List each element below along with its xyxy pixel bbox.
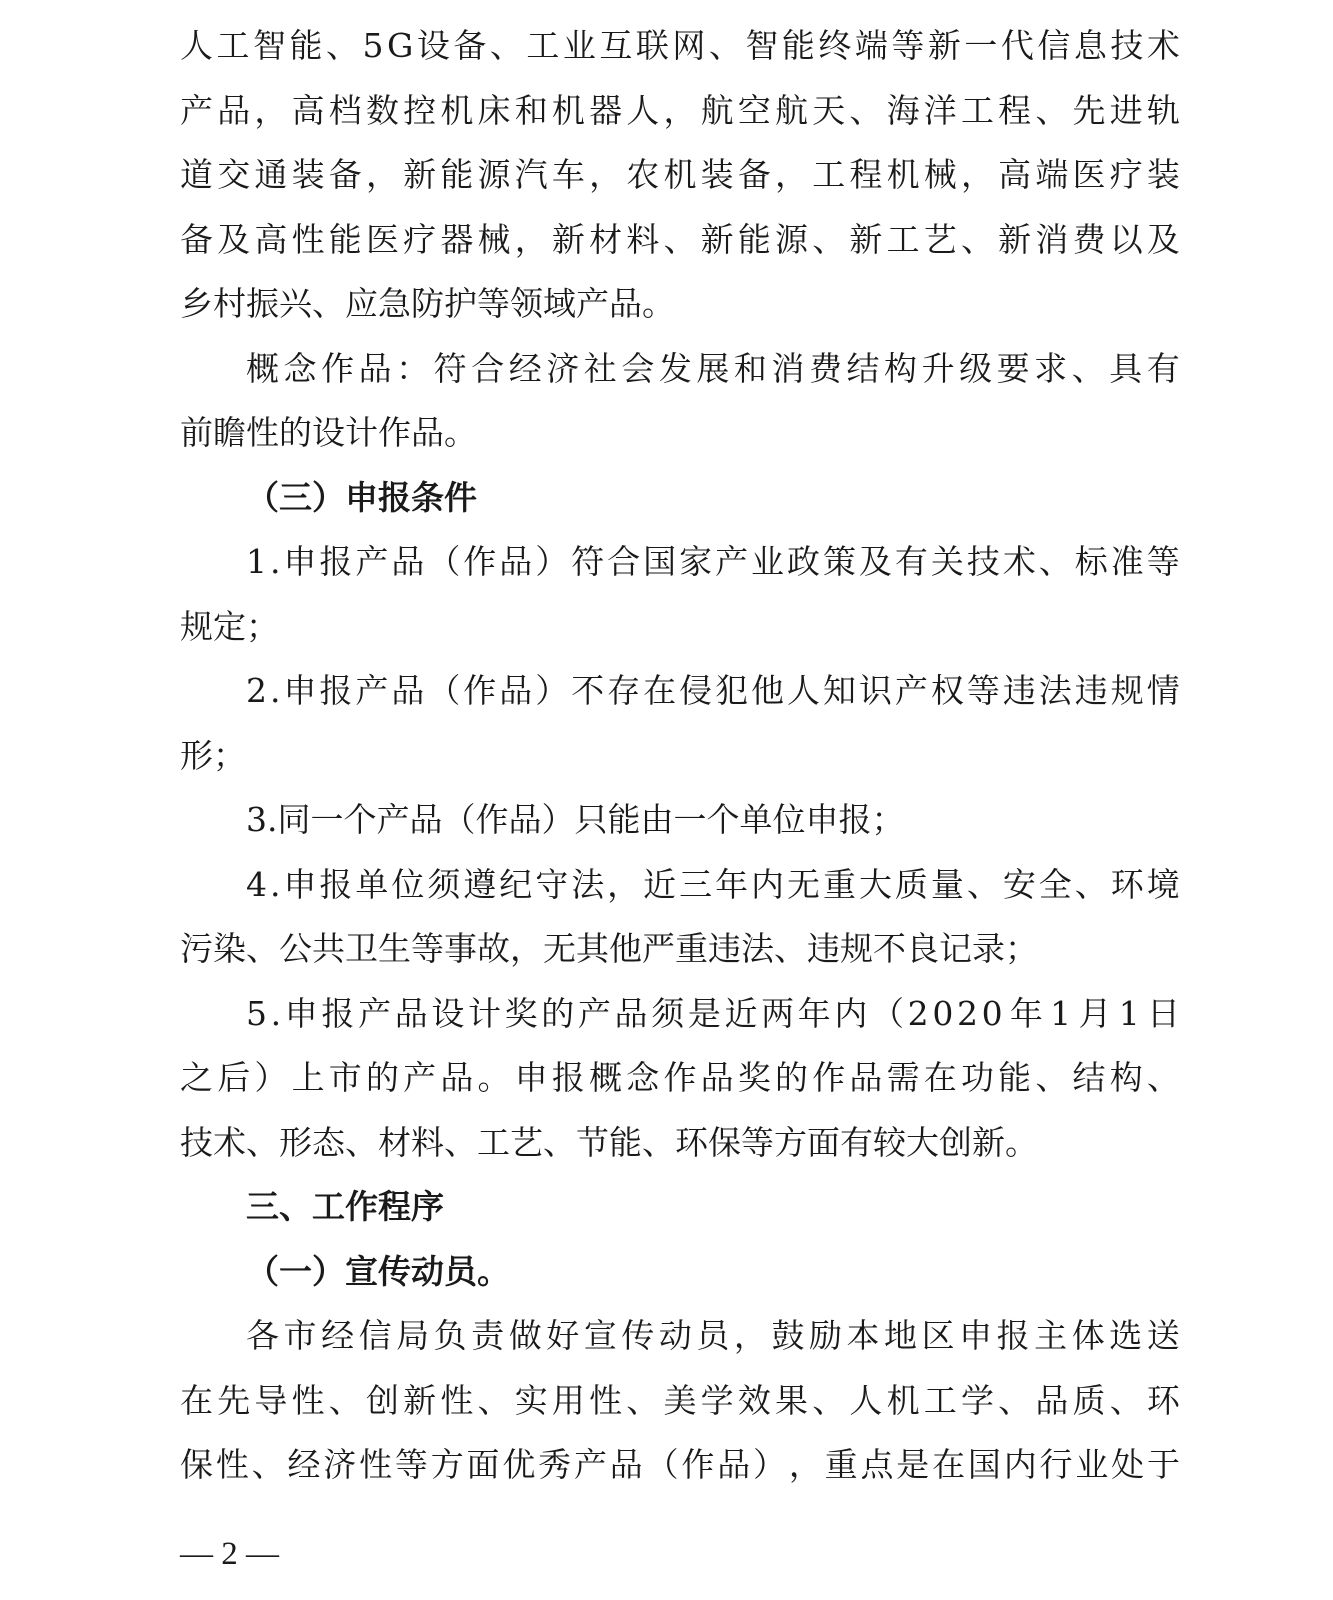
condition-item-3 [180,788,1180,853]
condition-item-1 [180,530,1180,659]
text-line: 技术、形态、材料、工艺、节能、环保等方面有较大创新。 [180,1122,1038,1162]
text-line: 人 工 智 能 、 5 G 设 备 、 工 业 互 联 网 、 智 能 终 端 等 新 一 代 信 息 技 术 [180,26,1180,65]
text-line: 各 市 经 信 局 负 责 做 好 宣 传 动 员 ， 鼓 励 本 地 区 申 报 主 体 选 送 [246,1316,1180,1355]
text-line: 污染、公共卫生等事故，无其他严重违法、违规不良记录； [180,929,1038,968]
paragraph-category-products [180,14,1180,337]
section-heading-publicity: （一）宣传动员。 [246,1251,510,1291]
paragraph-concept-works [180,337,1180,466]
chapter-heading-procedure: 三、工作程序 [246,1187,444,1226]
text-line: 之 后 ） 上 市 的 产 品 。 申 报 概 念 作 品 奖 的 作 品 需 在 功 能 、 结 构 、 [180,1058,1180,1097]
paragraph-publicity [180,1304,1180,1498]
text-line: 道 交 通 装 备 ， 新 能 源 汽 车 ， 农 机 装 备 ， 工 程 机 械 ， 高 端 医 疗 装 [180,155,1180,194]
text-line: 概 念 作 品 ： 符 合 经 济 社 会 发 展 和 消 费 结 构 升 级 要 求 、 具 有 [246,348,1180,388]
document-page [180,14,1180,1498]
text-line: 5 . 申 报 产 品 设 计 奖 的 产 品 须 是 近 两 年 内 （ 2 0 2 0 年 1 月 1 日 [246,993,1180,1033]
text-line: 4 . 申 报 单 位 须 遵 纪 守 法 ， 近 三 年 内 无 重 大 质 量 、 安 全 、 环 境 [246,864,1180,904]
text-line: 备 及 高 性 能 医 疗 器 械 ， 新 材 料 、 新 能 源 、 新 工 艺 、 新 消 费 以 及 [180,219,1180,259]
text-line: 保 性 、 经 济 性 等 方 面 优 秀 产 品 （ 作 品 ） ， 重 点 是 在 国 内 行 业 处 于 [180,1445,1180,1484]
text-line: 规定； [180,606,279,646]
condition-item-5 [180,982,1180,1176]
condition-item-4 [180,853,1180,982]
text-line: 产 品 ， 高 档 数 控 机 床 和 机 器 人 ， 航 空 航 天 、 海 洋 工 程 、 先 进 轨 [180,90,1180,130]
text-line: 前瞻性的设计作品。 [180,413,477,452]
text-line: 3.同一个产品（作品）只能由一个单位申报； [246,800,905,839]
page-number: — 2 — [180,1536,279,1572]
text-line: 乡村振兴、应急防护等领域产品。 [180,284,675,323]
text-line: 2 . 申 报 产 品 （ 作 品 ） 不 存 在 侵 犯 他 人 知 识 产 权 等 违 法 违 规 情 [246,671,1180,710]
text-line: 形； [180,735,246,775]
condition-item-2 [180,659,1180,788]
text-line: 1 . 申 报 产 品 （ 作 品 ） 符 合 国 家 产 业 政 策 及 有 关 技 术 、 标 准 等 [246,542,1180,581]
text-line: 在 先 导 性 、 创 新 性 、 实 用 性 、 美 学 效 果 、 人 机 工 学 、 品 质 、 环 [180,1380,1180,1420]
section-heading-conditions: （三）申报条件 [246,477,477,517]
